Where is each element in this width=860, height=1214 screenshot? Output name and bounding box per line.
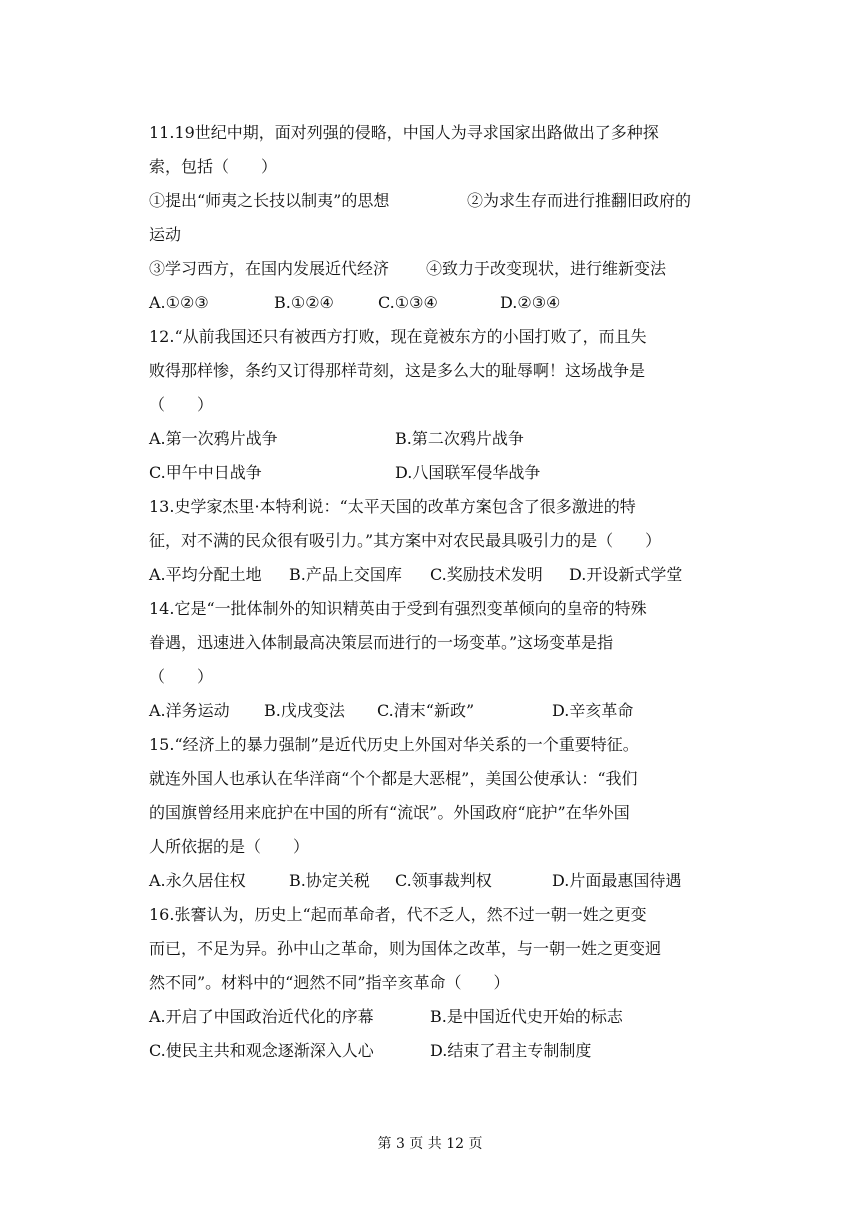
- option-d: D.开设新式学堂: [569, 565, 683, 584]
- question-13-stem-line-1: 13.史学家杰里·本特利说：“太平天国的改革方案包含了很多激进的特: [149, 497, 636, 516]
- question-15-options: [149, 864, 729, 898]
- question-13-stem-line-2: 征，对不满的民众很有吸引力。”其方案中对农民最具吸引力的是（ ）: [149, 531, 662, 550]
- question-16-options-row-1: [149, 1000, 729, 1034]
- option-b: B.戊戌变法: [264, 701, 345, 720]
- question-14-stem-line-3: （ ）: [149, 667, 214, 686]
- option-a: A.①②③: [149, 293, 209, 312]
- option-d: D.辛亥革命: [552, 701, 634, 720]
- question-11-statement-row-3: [149, 252, 729, 286]
- question-14-options: [149, 694, 729, 728]
- option-c: C.领事裁判权: [395, 871, 492, 890]
- statement-4: ④致力于改变现状，进行维新变法: [426, 259, 667, 278]
- option-b: B.第二次鸦片战争: [395, 429, 524, 448]
- option-b: B.产品上交国库: [289, 565, 402, 584]
- question-11-options: [149, 286, 729, 320]
- question-15-stem-line-1: 15.“经济上的暴力强制”是近代历史上外国对华关系的一个重要特征。: [149, 735, 639, 754]
- option-b: B.协定关税: [289, 871, 370, 890]
- question-11-stem-line-2: 索，包括（ ）: [149, 157, 278, 176]
- question-16-stem-line-2: 而已，不足为异。孙中山之革命，则为国体之改革，与一朝一姓之更变迥: [149, 939, 662, 958]
- question-13-options: [149, 558, 729, 592]
- question-16-stem-line-1: 16.张謇认为，历史上“起而革命者，代不乏人，然不过一朝一姓之更变: [149, 905, 647, 924]
- option-a: A.洋务运动: [149, 701, 230, 720]
- option-a: A.平均分配土地: [149, 565, 262, 584]
- option-a: A.开启了中国政治近代化的序幕: [149, 1007, 374, 1026]
- option-d: D.片面最惠国待遇: [552, 871, 682, 890]
- option-a: A.第一次鸦片战争: [149, 429, 278, 448]
- option-b: B.是中国近代史开始的标志: [430, 1007, 623, 1026]
- option-c: C.清末“新政”: [377, 701, 475, 720]
- question-12-options-row-2: [149, 456, 729, 490]
- question-11-statement-row-1: [149, 184, 729, 218]
- statement-1-2-part-b: ②为求生存而进行推翻旧政府的: [467, 191, 692, 210]
- question-14-stem-line-1: 14.它是“一批体制外的知识精英由于受到有强烈变革倾向的皇帝的特殊: [149, 599, 647, 618]
- question-15-stem-line-2: 就连外国人也承认在华洋商“个个都是大恶棍”，美国公使承认：“我们: [149, 769, 638, 788]
- question-15-stem-line-4: 人所依据的是（ ）: [149, 837, 310, 856]
- question-16-stem-line-3: 然不同”。材料中的“迥然不同”指辛亥革命（ ）: [149, 973, 510, 992]
- question-14-stem-line-2: 眷遇，迅速进入体制最高决策层而进行的一场变革。”这场变革是指: [149, 633, 614, 652]
- option-c: C.奖励技术发明: [430, 565, 543, 584]
- option-a: A.永久居住权: [149, 871, 246, 890]
- question-11-statement-row-2: [149, 218, 729, 252]
- option-d: D.结束了君主专制制度: [430, 1041, 592, 1060]
- question-list: [149, 116, 729, 1068]
- statement-3: ③学习西方，在国内发展近代经济: [149, 259, 390, 278]
- question-12-stem-line-3: （ ）: [149, 395, 214, 414]
- statement-1-2-part-a: ①提出“师夷之长技以制夷”的思想: [149, 191, 390, 210]
- option-b: B.①②④: [274, 293, 334, 312]
- page-number-footer: 第 3 页 共 12 页: [377, 1136, 483, 1152]
- question-12-stem-line-1: 12.“从前我国还只有被西方打败，现在竟被东方的小国打败了，而且失: [149, 327, 647, 346]
- statement-2-continuation: 运动: [149, 225, 182, 244]
- question-15-stem-line-3: 的国旗曾经用来庇护在中国的所有“流氓”。外国政府“庇护”在华外国: [149, 803, 630, 822]
- question-12-stem-line-2: 败得那样惨，条约又订得那样苛刻，这是多么大的耻辱啊！这场战争是: [149, 361, 646, 380]
- question-16-options-row-2: [149, 1034, 729, 1068]
- option-c: C.甲午中日战争: [149, 463, 262, 482]
- option-d: D.②③④: [500, 293, 561, 312]
- option-c: C.使民主共和观念逐渐深入人心: [149, 1041, 374, 1060]
- question-12-options-row-1: [149, 422, 729, 456]
- option-c: C.①③④: [378, 293, 438, 312]
- question-11-stem-line-1: 11.19世纪中期，面对列强的侵略，中国人为寻求国家出路做出了多种探: [149, 123, 659, 142]
- option-d: D.八国联军侵华战争: [395, 463, 541, 482]
